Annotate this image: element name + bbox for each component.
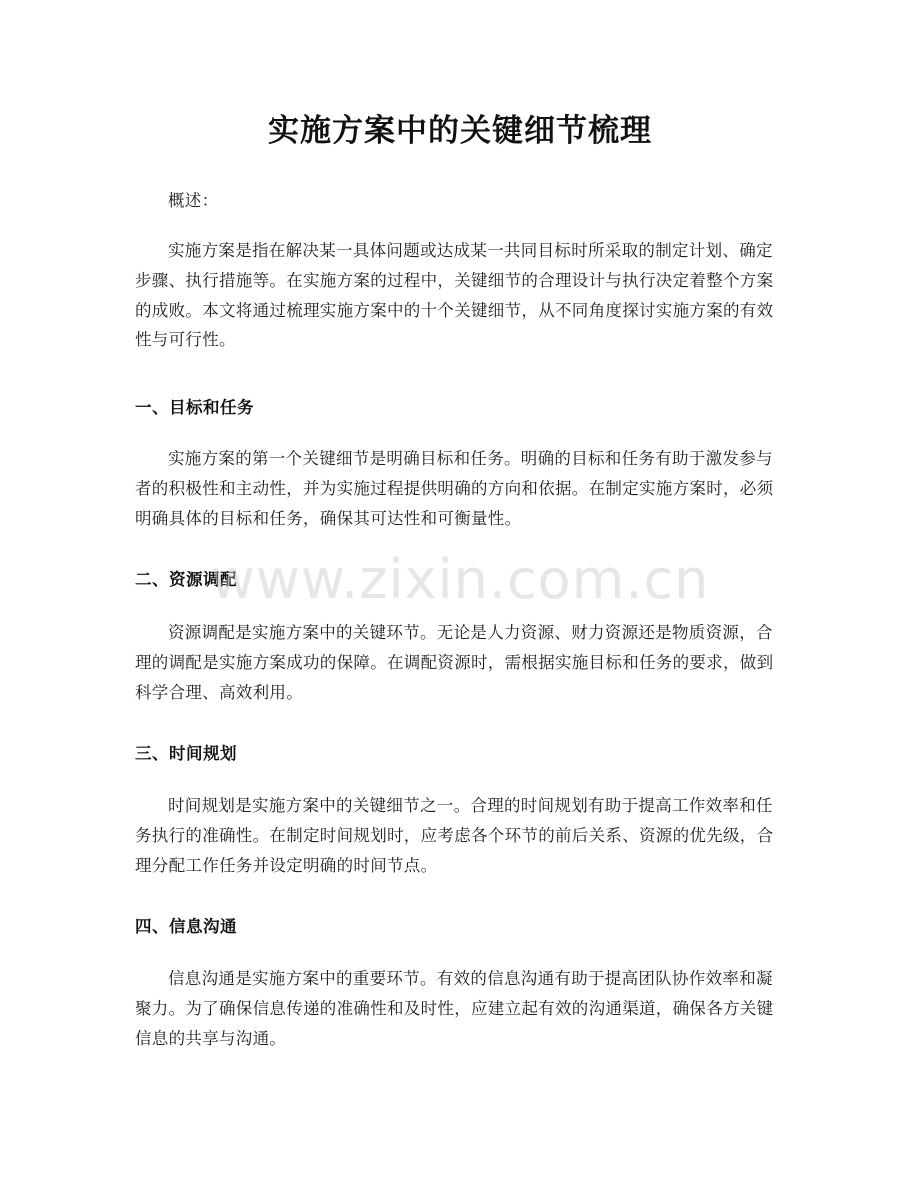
section-body-schedule: 时间规划是实施方案中的关键细节之一。合理的时间规划有助于提高工作效率和任务执行的准确性。在制定时间规划时，应考虑各个环节的前后关系、资源的优先级，合理分配工作任务并设定明确的时间节点。	[135, 796, 774, 875]
section-body-resources: 资源调配是实施方案中的关键环节。无论是人力资源、财力资源还是物质资源，合理的调配是实施方案成功的保障。在调配资源时，需根据实施目标和任务的要求，做到科学合理、高效利用。	[135, 623, 774, 702]
section-heading-schedule: 三、时间规划	[135, 744, 237, 763]
watermark: www.zixin.com.cn	[210, 548, 710, 611]
section-body-goals: 实施方案的第一个关键细节是明确目标和任务。明确的目标和任务有助于激发参与者的积极性和主动性，并为实施过程提供明确的方向和依据。在制定实施方案时，必须明确具体的目标和任务，确保其可达性和可衡量性。	[135, 449, 774, 528]
section-body-communication: 信息沟通是实施方案中的重要环节。有效的信息沟通有助于提高团队协作效率和凝聚力。为了确保信息传递的准确性和及时性，应建立起有效的沟通渠道，确保各方关键信息的共享与沟通。	[135, 969, 774, 1048]
document-title: 实施方案中的关键细节梳理	[268, 113, 652, 149]
intro-paragraph: 实施方案是指在解决某一具体问题或达成某一共同目标时所采取的制定计划、确定步骤、执行措施等。在实施方案的过程中，关键细节的合理设计与执行决定着整个方案的成败。本文将通过梳理实施方案中的十个关键细节，从不同角度探讨实施方案的有效性与可行性。	[135, 241, 774, 350]
section-heading-communication: 四、信息沟通	[135, 917, 237, 936]
section-heading-resources: 二、资源调配	[135, 570, 237, 589]
overview-label: 概述：	[168, 191, 219, 210]
section-heading-goals: 一、目标和任务	[135, 398, 254, 417]
